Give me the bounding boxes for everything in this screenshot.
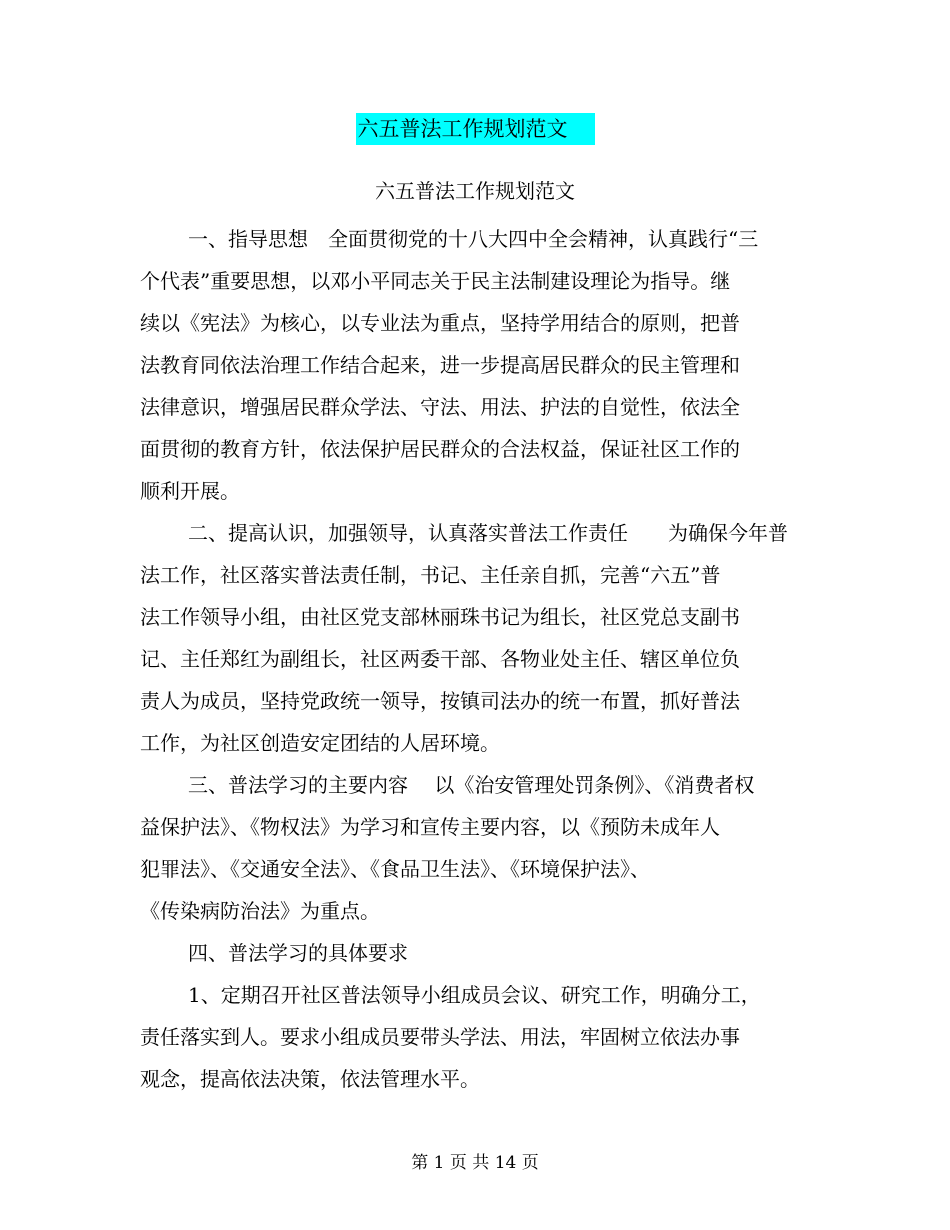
- paragraph-line: 法工作，社区落实普法责任制，书记、主任亲自抓，完善“六五”普: [140, 563, 721, 587]
- page-number-footer: 第 1 页 共 14 页: [411, 1153, 539, 1173]
- paragraph-line: 面贯彻的教育方针，依法保护居民群众的合法权益，保证社区工作的: [140, 437, 740, 461]
- paragraph-line: 观念，提高依法决策，依法管理水平。: [140, 1067, 480, 1091]
- paragraph-line: 《传染病防治法》为重点。: [140, 899, 380, 923]
- paragraph-line: 法教育同依法治理工作结合起来，进一步提高居民群众的民主管理和: [140, 353, 740, 377]
- paragraph-line: 法律意识，增强居民群众学法、守法、用法、护法的自觉性，依法全: [140, 395, 740, 419]
- paragraph-line: 个代表”重要思想，以邓小平同志关于民主法制建设理论为指导。继: [140, 269, 731, 293]
- paragraph-line: 顺利开展。: [140, 479, 240, 503]
- paragraph-line: 责任落实到人。要求小组成员要带头学法、用法，牢固树立依法办事: [140, 1025, 740, 1049]
- paragraph-line: 记、主任郑红为副组长，社区两委干部、各物业处主任、辖区单位负: [140, 647, 740, 671]
- paragraph-line: 犯罪法》、《交通安全法》、《食品卫生法》、《环境保护法》、: [140, 857, 650, 881]
- paragraph-line: 一、指导思想 全面贯彻党的十八大四中全会精神，认真践行“三: [188, 227, 759, 251]
- document-body: [140, 218, 800, 1100]
- paragraph-line: 责人为成员，坚持党政统一领导，按镇司法办的统一布置，抓好普法: [140, 689, 740, 713]
- paragraph-line: 法工作领导小组，由社区党支部林丽珠书记为组长，社区党总支副书: [140, 605, 740, 629]
- paragraph-line: 二、提高认识，加强领导，认真落实普法工作责任 为确保今年普: [188, 521, 788, 545]
- paragraph-line: 四、普法学习的具体要求: [188, 941, 408, 965]
- title-container: [0, 113, 950, 145]
- document-subtitle: 六五普法工作规划范文: [375, 179, 575, 203]
- paragraph-line: 1、定期召开社区普法领导小组成员会议、研究工作，明确分工，: [188, 983, 761, 1007]
- document-title: 六五普法工作规划范文: [356, 113, 595, 145]
- paragraph-line: 工作，为社区创造安定团结的人居环境。: [140, 731, 500, 755]
- paragraph-line: 益保护法》、《物权法》为学习和宣传主要内容，以《预防未成年人: [140, 815, 720, 839]
- paragraph-line: 续以《宪法》为核心，以专业法为重点，坚持学用结合的原则，把普: [140, 311, 740, 335]
- paragraph-line: 三、普法学习的主要内容 以《治安管理处罚条例》、《消费者权: [188, 773, 755, 797]
